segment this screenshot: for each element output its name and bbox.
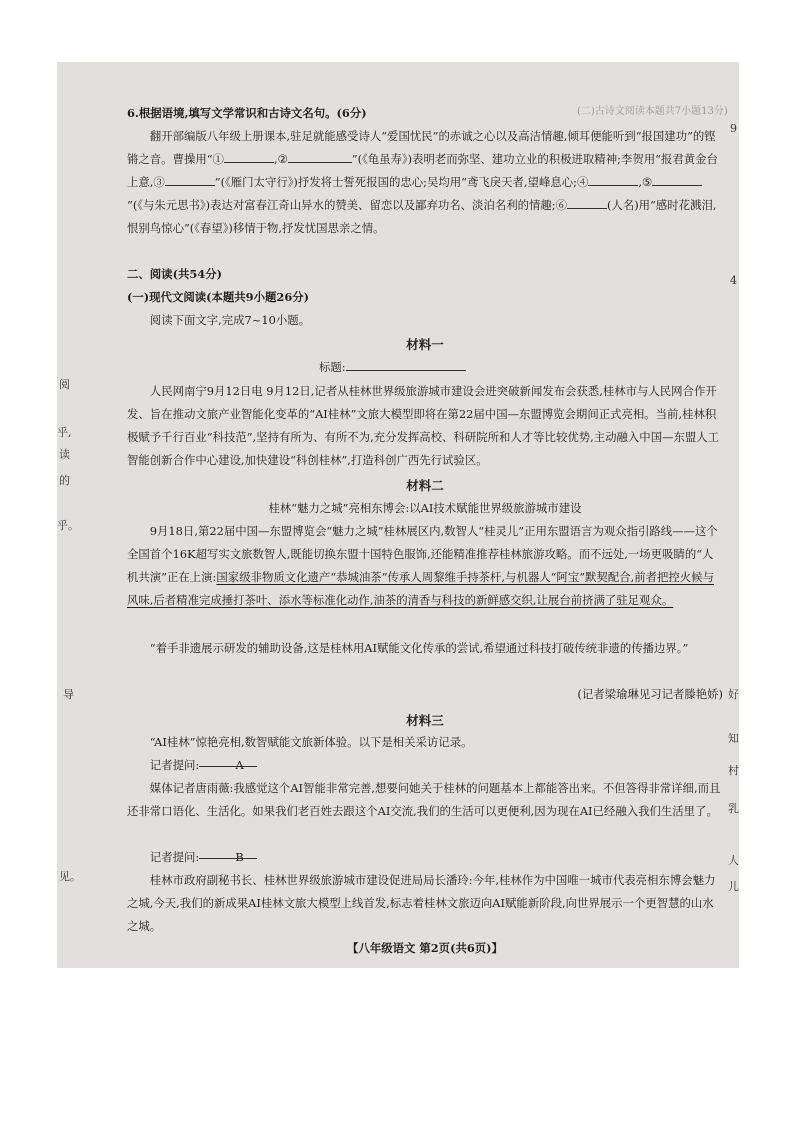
question-label: 记者提问:: [149, 758, 200, 772]
section-2a-heading: (一)现代文阅读(本题共9小题26分): [127, 290, 310, 304]
page-footer: 【八年级语文 第2页(共6页)】: [347, 941, 503, 955]
material-3-heading: 材料三: [406, 713, 444, 728]
interview-question-b: [127, 846, 723, 869]
q6-text-part: 翻开部编版八年级上册课本,驻足就能感受诗人“爱国忧民”的赤诚之心以及高洁情趣,倾耳便能听到“报国建功”的铿锵之音。曹操用“①: [127, 129, 716, 166]
question-6-heading: 6.根据语境,填写文学常识和古诗文名句。(6分): [127, 106, 367, 120]
margin-fragment: 乎。: [57, 519, 79, 532]
material-1-body: 人民网南宁9月12日电 9月12日,记者从桂林世界级旅游城市建设会进突破新闻发布会获悉,桂林市与人民网合作开发、旨在推动文旅产业智能化变革的“AI桂林”文旅大模型即将在第22届中国—东盟博览会期间正式亮相。当前,桂林积极赋予千行百业“科技范”,坚持有所为、有所不为,充分发挥高校、科研院所和人才等比较优势,主动融入中国—东盟人工智能创新合作中心建设,加快建设“科创桂林”,打造科创广西先行试验区。: [127, 384, 720, 467]
margin-fragment: 读: [59, 448, 70, 461]
material-2-paragraph: [127, 520, 723, 612]
material-2-subtitle: 桂林“魅力之城”亮相东博会:以AI技术赋能世界级旅游城市建设: [268, 501, 582, 515]
title-blank[interactable]: [346, 358, 466, 371]
interview-answer-a: 媒体记者唐雨薇:我感觉这个AI智能非常完善,想要问她关于桂林的问题基本上都能答出来。不但答得非常详细,而且还非常口语化、生活化。如果我们老百姓去跟这个AI交流,我们的生活可以更便利,因为现在AI已经融入我们生活里了。: [127, 781, 721, 818]
q6-text-part: ”(《雁门太守行》)抒发将士誓死报国的忠心;吴均用“鸢飞戾天者,望峰息心;④: [214, 175, 589, 189]
interview-answer-b: 桂林市政府副秘书长、桂林世界级旅游城市建设促进局局长潘玲:今年,桂林作为中国唯一城市代表亮相东博会魅力之城,今天,我们的新成果AI桂林文旅大模型上线首发,标志着桂林文旅迈向AI赋能新阶段,向世界展示一个更智慧的山水之城。: [127, 873, 716, 933]
answer-blank-6[interactable]: [567, 196, 607, 209]
title-label: 标题:: [319, 360, 346, 374]
reading-instruction: 阅读下面文字,完成7~10小题。: [149, 313, 311, 327]
section-2-heading: 二、阅读(共54分): [127, 267, 222, 281]
scanned-page: [57, 62, 739, 968]
margin-fragment: 的: [59, 474, 70, 487]
margin-fragment: 阅: [59, 378, 70, 391]
q6-text-part: ”(《龟虽寿》)表明老而弥坚、建功立业的积极进取精神;李贺用“报君黄金台上意,③: [127, 152, 718, 189]
margin-fragment: 乳: [728, 802, 739, 815]
answer-blank-2[interactable]: [288, 150, 352, 163]
paragraph-plain: 9月18日,第22届中国—东盟博览会“魅力之城”桂林展区内,数智人“桂灵儿”正用东盟语言为观众指引路线——这个全国首个16K超写实文旅数智人,既能切换东盟十国特色服饰,还能精准推荐桂林旅游攻略。而不远处,一场更吸睛的“人机共演”正在上演:: [127, 524, 718, 584]
question-label: 记者提问:: [149, 850, 200, 864]
material-1-heading: 材料一: [406, 337, 444, 352]
margin-fragment: 见。: [59, 870, 81, 883]
blank-b[interactable]: B: [199, 846, 257, 859]
material-2-byline: (记者梁瑜琳见习记者滕艳娇): [577, 687, 723, 701]
margin-fragment: 乎,: [57, 426, 72, 439]
material-3-intro: “AI桂林”惊艳亮相,数智赋能文旅新体验。以下是相关采访记录。: [149, 735, 473, 749]
answer-blank-4[interactable]: [588, 173, 638, 186]
material-2-heading: 材料二: [406, 478, 444, 493]
material-2-quote: “着手非遗展示研发的辅助设备,这是桂林用AI赋能文化传承的尝试,希望通过科技打破传统非遗的传播边界。”: [149, 641, 689, 655]
margin-fragment: 导: [63, 688, 74, 701]
question-6-text: 翻开部编版八年级上册课本,驻足就能感受诗人“爱国忧民”的赤诚之心以及高洁情趣,倾耳便能听到“报国建功”的铿锵之音。曹操用“① ,② ”(《龟虽寿》)表明老而弥坚、建功立业的积极进取精神;李贺用“报君黄金台上意,③ ”(《雁门太守行》)抒发将士誓死报国的忠心;吴均用“鸢飞戾天者,望峰息心;④ ,⑤”(《与朱元思书》)表达对富春江奇山异水的赞美、留恋以及鄙弃功名、淡泊名利的情趣;⑥ (人名)用“感时花溅泪,恨别鸟惊心”(《春望》)移情于物,抒发忧国思亲之情。: [127, 129, 718, 235]
blank-a[interactable]: A: [199, 754, 257, 767]
material-1-title-row: [127, 356, 723, 379]
q6-text-part: (人名)用“感时花溅泪,恨别鸟惊心”(《春望》)移情于物,抒发忧国思亲之情。: [127, 198, 717, 235]
margin-fragment: 好: [728, 688, 739, 701]
margin-fragment: 儿: [728, 880, 739, 893]
margin-fragment: 4: [730, 274, 737, 287]
underlined-sentence: 国家级非物质文化遗产“恭城油茶”传承人周黎维手持茶杆,与机器人“阿宝”默契配合,前者把控火候与风味,后者精准完成捶打茶叶、添水等标准化动作,油茶的清香与科技的新鲜感交织,让展台前挤满了驻足观众。: [127, 570, 714, 607]
margin-fragment: 人: [728, 854, 739, 867]
margin-fragment: 知: [728, 732, 739, 745]
margin-fragment: 9: [730, 122, 737, 135]
margin-fragment: 村: [728, 764, 739, 777]
interview-question-a: [127, 754, 723, 777]
answer-blank-3[interactable]: [165, 173, 215, 186]
answer-blank-1[interactable]: [224, 150, 274, 163]
answer-blank-5[interactable]: [652, 173, 702, 186]
q6-text-part: ”(《与朱元思书》)表达对富春江奇山异水的赞美、留恋以及鄙弃功名、淡泊名利的情趣;⑥: [127, 198, 567, 212]
bleed-through: (二)古诗文阅读本题共7小题13分): [577, 106, 728, 117]
